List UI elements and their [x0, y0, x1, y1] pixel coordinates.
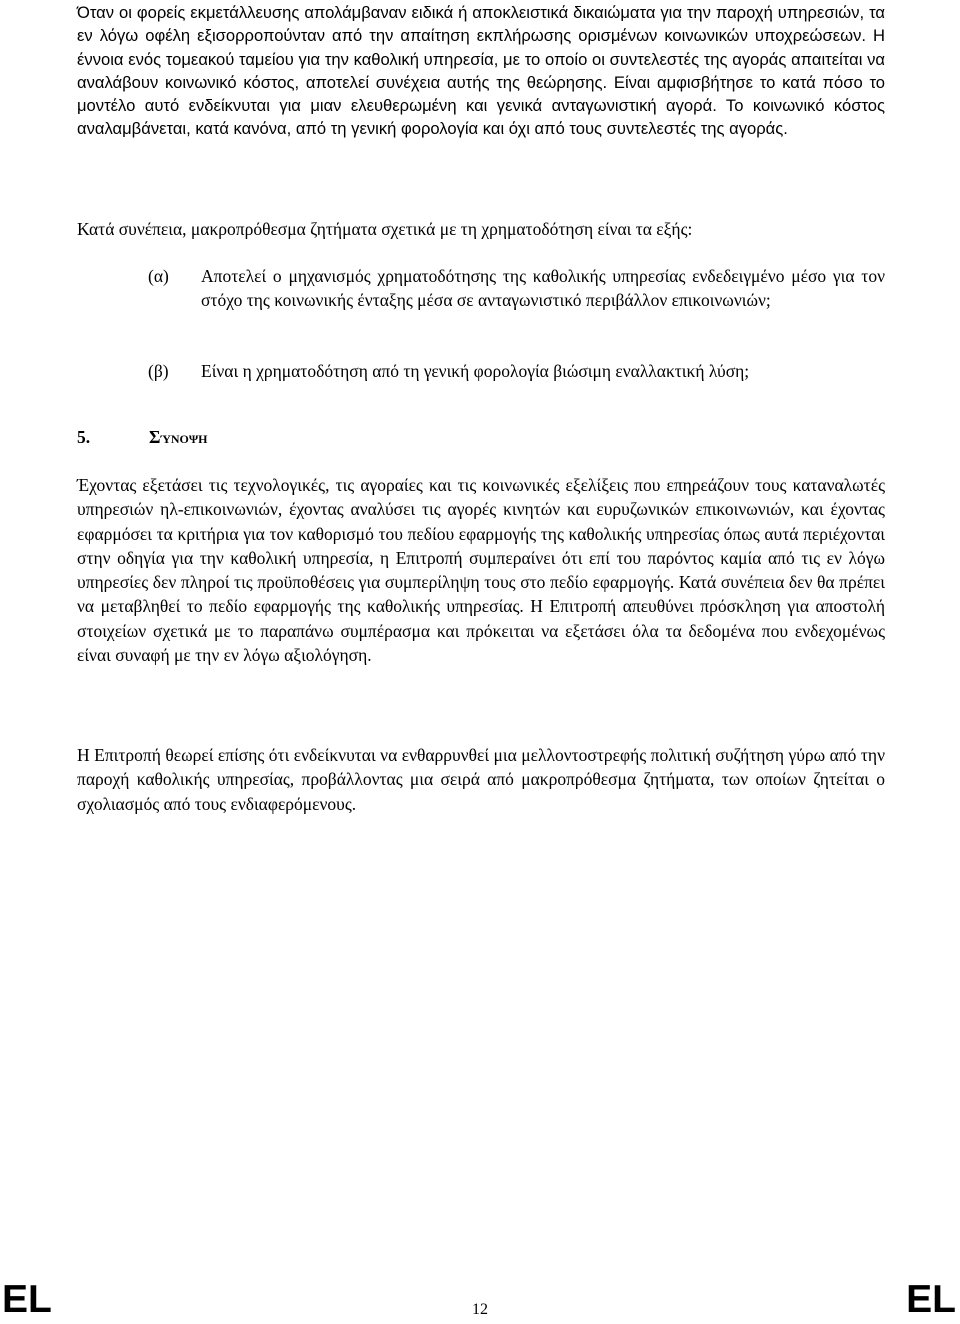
list-item-label: (α)	[148, 266, 169, 286]
paragraph-summary-debate: Η Επιτροπή θεωρεί επίσης ότι ενδείκνυται να ενθαρρυνθεί μια μελλοντοστρεφής πολιτική συζήτηση γύρω από την παροχή καθολικής υπηρεσίας, προβάλλοντας μια σειρά από μακροπρόθεσμα ζητήματα, των οποίων ζητείται ο σχολιασμός από τους ενδιαφερόμενους.	[77, 745, 885, 814]
paragraph-financing-intro: Κατά συνέπεια, μακροπρόθεσμα ζητήματα σχετικά με τη χρηματοδότηση είναι τα εξής:	[77, 219, 693, 239]
paragraph-obligations: Όταν οι φορείς εκμετάλλευσης απολάμβαναν ειδικά ή αποκλειστικά δικαιώματα για την παροχή υπηρεσιών, τα εν λόγω οφέλη εξισορροπούνταν από την απαίτηση εκπλήρωσης ορισμένων κοινωνικών υποχρεώσεων. Η έννοια ενός τομεακού ταμείου για την καθολική υπηρεσία, με το οποίο οι συντελεστές της αγοράς απαιτείται να αναλάβουν κοινωνικό κόστος, αποτελεί συνέχεια αυτής της θεώρησης. Είναι αμφισβήτησε το κατά πόσο το μοντέλο αυτό ενδείκνυται για μιαν ελευθερωμένη και γενικά ανταγωνιστική αγορά. Το κοινωνικό κόστος αναλαμβάνεται, κατά κανόνα, από τη γενική φορολογία και όχι από τους συντελεστές της αγοράς.	[77, 3, 885, 139]
section-title: Σύνοψη	[149, 427, 208, 447]
list-item-text: Είναι η χρηματοδότηση από τη γενική φορολογία βιώσιμη εναλλακτική λύση;	[201, 361, 750, 381]
section-number: 5.	[77, 427, 91, 447]
footer-language-left: EL	[2, 1278, 52, 1321]
footer-page-number: 12	[472, 1301, 488, 1318]
footer-language-right: EL	[906, 1278, 956, 1321]
list-item-label: (β)	[148, 361, 169, 381]
list-item-text: Αποτελεί ο μηχανισμός χρηματοδότησης της καθολικής υπηρεσίας ενδεδειγμένο μέσο για τον στόχο της κοινωνικής ένταξης μέσα σε ανταγωνιστικό περιβάλλον επικοινωνιών;	[201, 266, 885, 311]
paragraph-summary-conclusion: Έχοντας εξετάσει τις τεχνολογικές, τις αγοραίες και τις κοινωνικές εξελίξεις που επηρεάζουν τους καταναλωτές υπηρεσιών ηλ-επικοινωνιών, έχοντας αναλύσει τις αγορές κινητών και ευρυζωνικών επικοινωνιών, και έχοντας εφαρμόσει τα κριτήρια για τον καθορισμό του πεδίου εφαρμογής της καθολικής υπηρεσίας όπως αυτά περιέχονται στην οδηγία για την καθολική υπηρεσία, η Επιτροπή συμπεραίνει ότι επί του παρόντος καμία από τις εν λόγω υπηρεσίες δεν πληροί τις προϋποθέσεις για συμπερίληψη τους στο πεδίο εφαρμογής. Κατά συνέπεια δεν θα πρέπει να μεταβληθεί το πεδίο εφαρμογής της καθολικής υπηρεσίας. Η Επιτροπή απευθύνει πρόσκληση για αποστολή στοιχείων σχετικά με το παραπάνω συμπέρασμα και πρόκειται να εξετάσει όλα τα δεδομένα που ενδεχομένως είναι συναφή με την εν λόγω αξιολόγηση.	[77, 475, 885, 666]
